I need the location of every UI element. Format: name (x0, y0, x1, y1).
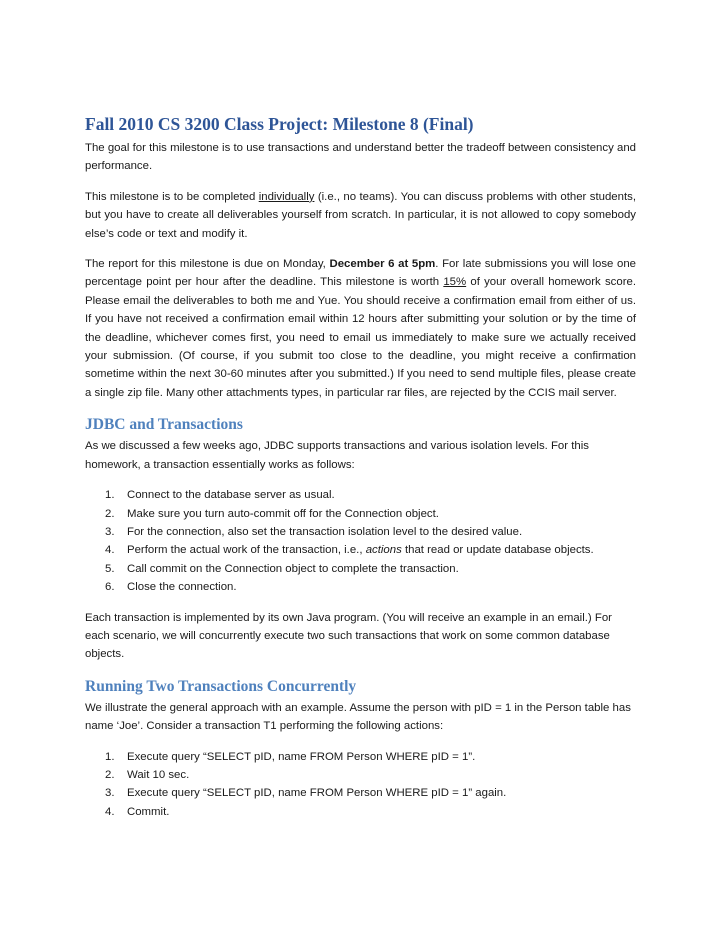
deadline-bold: December 6 at 5pm (329, 258, 436, 271)
concurrent-intro-paragraph: We illustrate the general approach with an example. Assume the person with pID = 1 in the Person table has name ‘Joe’. Consider a transaction T1 performing the following actions: (85, 701, 631, 733)
section-heading-concurrent: Running Two Transactions Concurrently (85, 677, 357, 695)
list-item: 1. Execute query “SELECT pID, name FROM Person WHERE pID = 1”. (105, 750, 476, 763)
concurrent-steps-list (85, 748, 636, 822)
list-item: 2. Make sure you turn auto-commit off for the Connection object. (105, 507, 439, 520)
list-item: 1. Connect to the database server as usual. (105, 489, 335, 502)
jdbc-steps-list (85, 486, 636, 596)
list-item: 3. Execute query “SELECT pID, name FROM Person WHERE pID = 1” again. (105, 787, 507, 800)
weight-underlined: 15% (443, 276, 467, 289)
list-item: 5. Call commit on the Connection object to complete the transaction. (105, 562, 459, 575)
list-item: 6. Close the connection. (105, 581, 237, 594)
jdbc-after-paragraph: Each transaction is implemented by its own Java program. (You will receive an example in an email.) For each scenario, we will concurrently execute two such transactions that work on some common database objects. (85, 611, 612, 661)
list-item: 3. For the connection, also set the transaction isolation level to the desired value. (105, 525, 523, 538)
individually-underlined: individually (258, 190, 315, 203)
list-item: 2. Wait 10 sec. (105, 768, 190, 781)
list-item: 4. Commit. (105, 805, 170, 818)
document-body (85, 112, 636, 833)
report-paragraph: The report for this milestone is due on Monday, December 6 at 5pm. For late submissions you will lose one percentage point per hour after the deadline. This milestone is worth 15% of your overall homework score. Please email the deliverables to both me and Yue. You should receive a confirmation email from either of us. If you have not received a confirmation email within 12 hours after submitting your solution or by the time of the deadline, whichever comes first, you need to email us immediately to make sure we actually received your submission. (Of course, if you submit too close to the deadline, you might receive a confirmation sometime within the next 30-60 minutes after you submitted.) If you need to send multiple files, please create a single zip file. Many other attachments types, in particular rar files, are rejected by the CCIS mail server. (85, 258, 636, 399)
list-item: 4. Perform the actual work of the transaction, i.e., actions that read or update database objects. (105, 544, 594, 557)
intro-paragraph: The goal for this milestone is to use transactions and understand better the tradeoff between consistency and performance. (85, 142, 636, 173)
jdbc-intro-paragraph: As we discussed a few weeks ago, JDBC supports transactions and various isolation levels. For this homework, a transaction essentially works as follows: (85, 440, 589, 471)
individual-paragraph: This milestone is to be completed individually (i.e., no teams). You can discuss problems with other students, but you have to create all deliverables yourself from scratch. In particular, it is not allowed to copy somebody else’s code or text and modify it. (85, 190, 636, 240)
page-title: Fall 2010 CS 3200 Class Project: Milestone 8 (Final) (85, 114, 474, 134)
actions-italic: actions (365, 544, 402, 557)
section-heading-jdbc: JDBC and Transactions (85, 416, 243, 434)
